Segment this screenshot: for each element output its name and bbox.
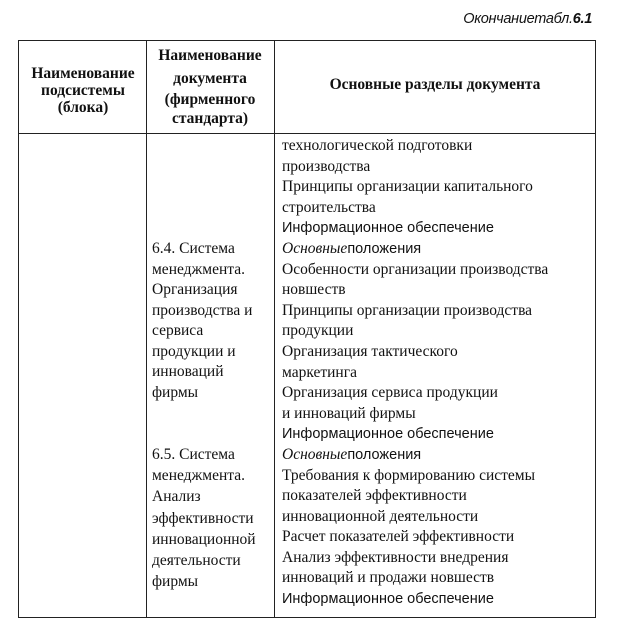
cell-line: эффективности [152,509,254,527]
header-sections: Основные разделы документа [329,76,541,93]
cell-line: деятельности [152,552,241,570]
cell-line: 6.5. Система [152,446,235,463]
section-line: маркетинга [282,363,357,381]
column-divider-1 [146,41,147,617]
cell-line: фирмы [152,573,199,591]
header-text: подсистемы [41,82,125,99]
section-word: положения [347,446,422,463]
section-line: технологической подготовки [282,137,473,154]
section-line: Информационное обеспечение [282,220,494,237]
header-text: документа [173,70,247,87]
header-text: Наименование [31,65,135,82]
header-text: стандарта) [171,110,249,127]
cell-line: менеджмента. [152,467,245,485]
caption-number: 6.1 [572,11,592,27]
header-text: Наименование [158,47,262,64]
cell-line: фирмы [152,383,199,401]
caption-prefix: Окончаниетабл. [463,11,573,27]
section-line: Особенности организации производства [282,260,549,278]
section-line: Расчет показателей эффективности [282,528,515,546]
section-line: Требования к формированию системы [282,466,536,484]
section-line: инноваций и продажи новшеств [282,569,495,587]
cell-line: сервиса [152,322,204,339]
section-line: строительства [282,198,376,216]
cell-line: инноваций [152,363,224,380]
header-document [148,44,272,128]
header-text: (блока) [57,99,109,116]
section-line: и инноваций фирмы [282,404,416,422]
section-line [282,239,594,260]
document-sections [282,136,594,610]
cell-line: Организация [152,281,238,298]
table-caption [463,11,592,27]
section-line: новшеств [282,281,346,299]
cell-line: 6.4. Система [152,240,235,257]
section-line: Организация тактического [282,342,458,360]
italic-word: Основные [282,445,348,463]
italic-word: Основные [282,239,348,257]
cell-line: менеджмента. [152,260,245,278]
section-word: положения [347,240,422,257]
cell-line: инновационной [152,530,256,548]
header-text: (фирменного [164,91,256,108]
document-6-4 [152,239,270,403]
section-line: продукции [282,322,354,340]
header-subsystem [20,65,146,116]
column-divider-2 [274,41,275,617]
section-line: Информационное обеспечение [282,591,494,608]
section-line: Принципы организации производства [282,301,533,319]
section-line: Принципы организации капитального [282,178,533,196]
section-line: показателей эффективности [282,487,467,505]
section-line: Анализ эффективности внедрения [282,548,509,566]
document-6-5 [152,444,270,592]
cell-line: Анализ [152,488,201,506]
section-line: производства [282,157,371,175]
section-line: Организация сервиса продукции [282,384,498,402]
cell-line: продукции и [152,342,236,360]
header-divider [19,133,595,134]
cell-line: производства и [152,301,253,319]
section-line: Информационное обеспечение [282,426,494,443]
section-line: инновационной деятельности [282,507,479,525]
section-line [282,445,594,466]
